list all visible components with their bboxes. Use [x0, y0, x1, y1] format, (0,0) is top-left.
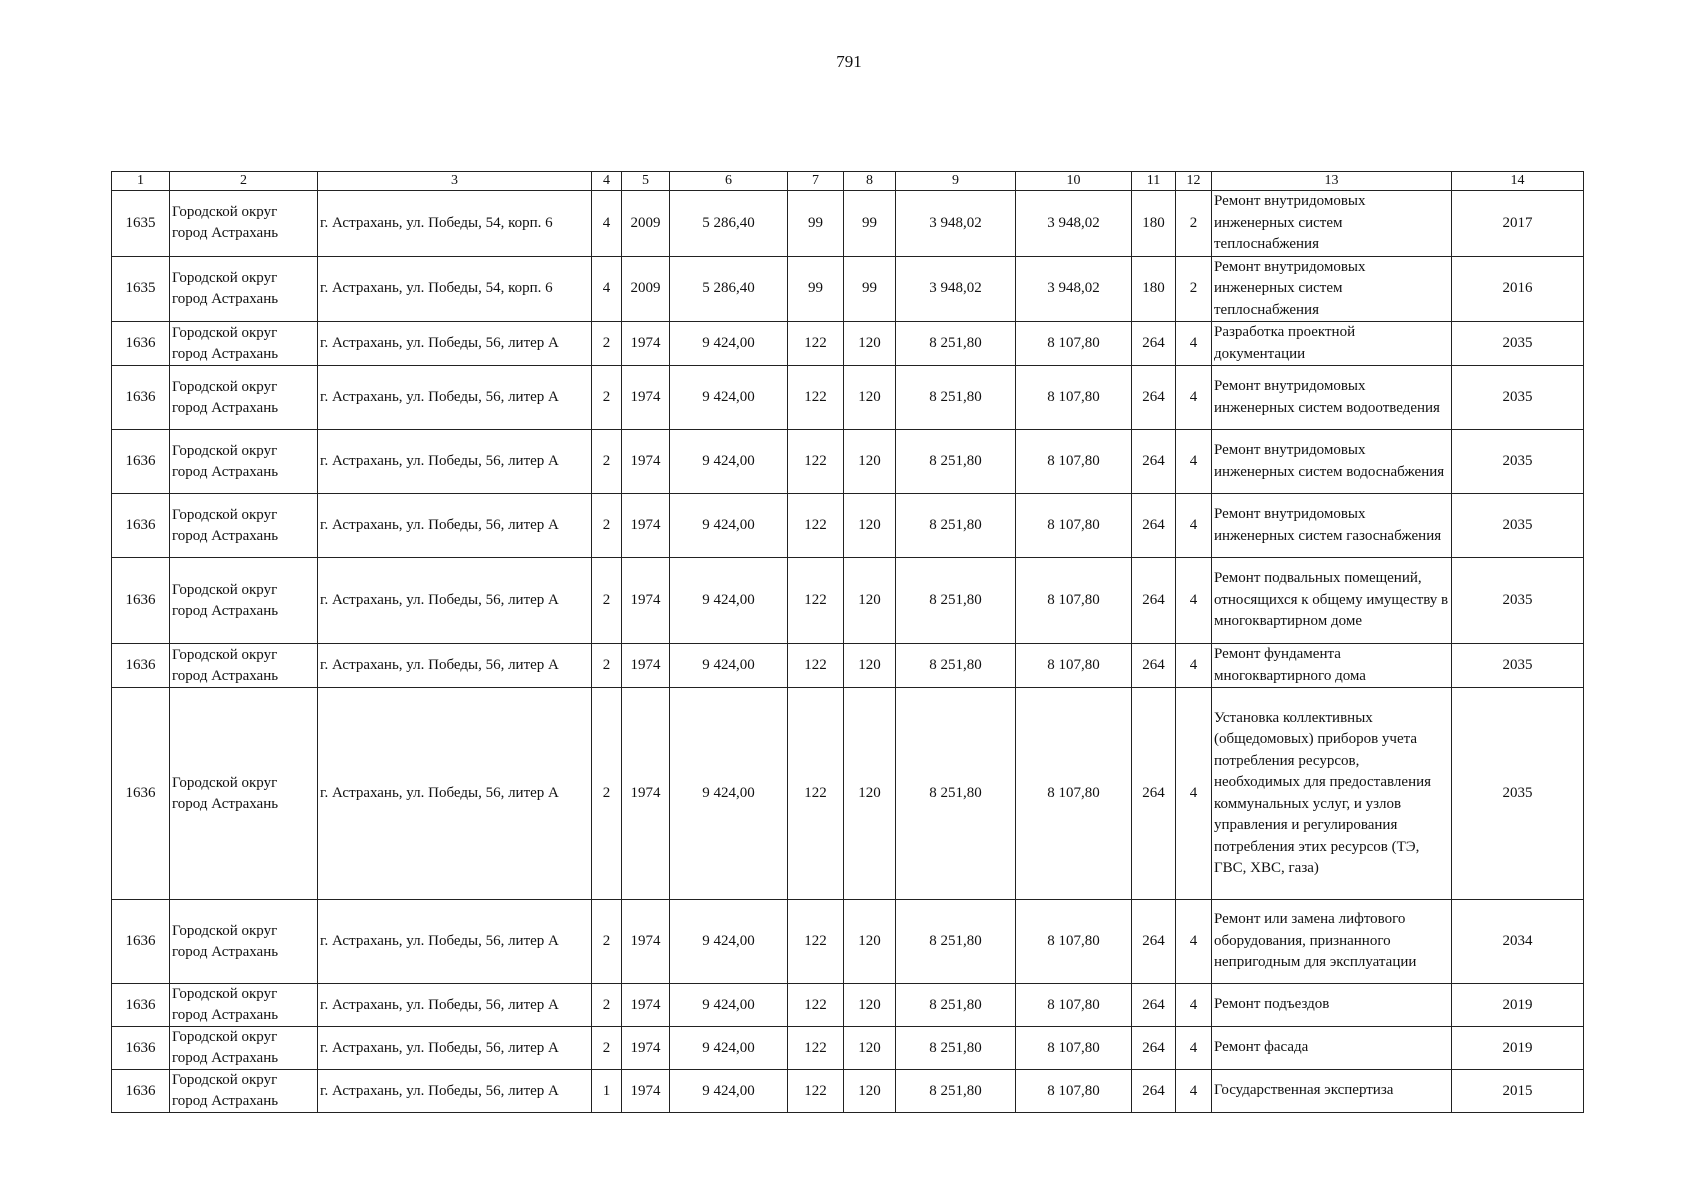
table-cell-col-12: 4 — [1176, 494, 1212, 558]
table-cell-col-11: 180 — [1132, 256, 1176, 322]
table-cell-col-1: 1636 — [112, 430, 170, 494]
table-cell-col-6: 9 424,00 — [670, 644, 788, 688]
table-cell-col-10: 8 107,80 — [1016, 366, 1132, 430]
table-row — [112, 558, 1584, 644]
table-cell-col-9: 8 251,80 — [896, 430, 1016, 494]
table-cell-col-5: 1974 — [622, 900, 670, 984]
table-cell-col-9: 3 948,02 — [896, 191, 1016, 257]
table-cell-col-13: Государственная экспертиза — [1212, 1070, 1452, 1113]
table-cell-col-8: 120 — [844, 558, 896, 644]
table-cell-col-4: 2 — [592, 494, 622, 558]
table-body — [112, 191, 1584, 1113]
table-cell-col-6: 5 286,40 — [670, 191, 788, 257]
table-cell-col-7: 122 — [788, 900, 844, 984]
table-cell-col-5: 1974 — [622, 558, 670, 644]
table-cell-col-10: 8 107,80 — [1016, 430, 1132, 494]
table-cell-col-9: 8 251,80 — [896, 900, 1016, 984]
table-cell-col-13: Ремонт фасада — [1212, 1027, 1452, 1070]
table-cell-col-2: Городской округ город Астрахань — [170, 984, 318, 1027]
table-cell-col-10: 8 107,80 — [1016, 984, 1132, 1027]
table-cell-col-14: 2035 — [1452, 366, 1584, 430]
table-cell-col-9: 8 251,80 — [896, 558, 1016, 644]
table-row — [112, 256, 1584, 322]
table-cell-col-8: 99 — [844, 191, 896, 257]
table-row — [112, 644, 1584, 688]
column-header-14: 14 — [1452, 172, 1584, 191]
table-cell-col-8: 120 — [844, 984, 896, 1027]
table-cell-col-9: 8 251,80 — [896, 1027, 1016, 1070]
table-cell-col-5: 1974 — [622, 366, 670, 430]
table-cell-col-12: 2 — [1176, 191, 1212, 257]
table-row — [112, 494, 1584, 558]
table-cell-col-8: 120 — [844, 688, 896, 900]
table-cell-col-9: 8 251,80 — [896, 1070, 1016, 1113]
table-cell-col-7: 122 — [788, 984, 844, 1027]
table-row — [112, 1027, 1584, 1070]
table-cell-col-5: 1974 — [622, 1027, 670, 1070]
table-cell-col-10: 8 107,80 — [1016, 558, 1132, 644]
table-cell-col-10: 8 107,80 — [1016, 900, 1132, 984]
table-cell-col-2: Городской округ город Астрахань — [170, 322, 318, 366]
table-cell-col-6: 9 424,00 — [670, 494, 788, 558]
table-cell-col-8: 120 — [844, 1070, 896, 1113]
table-cell-col-7: 122 — [788, 430, 844, 494]
table-cell-col-1: 1636 — [112, 688, 170, 900]
table-cell-col-1: 1636 — [112, 984, 170, 1027]
table-cell-col-5: 1974 — [622, 644, 670, 688]
table-cell-col-2: Городской округ город Астрахань — [170, 1070, 318, 1113]
table-cell-col-5: 1974 — [622, 688, 670, 900]
table-cell-col-7: 99 — [788, 191, 844, 257]
table-cell-col-12: 4 — [1176, 1070, 1212, 1113]
table-cell-col-2: Городской округ город Астрахань — [170, 644, 318, 688]
column-header-13: 13 — [1212, 172, 1452, 191]
table-cell-col-12: 4 — [1176, 558, 1212, 644]
table-cell-col-10: 8 107,80 — [1016, 1027, 1132, 1070]
table-cell-col-12: 4 — [1176, 430, 1212, 494]
table-cell-col-12: 4 — [1176, 900, 1212, 984]
table-cell-col-4: 2 — [592, 558, 622, 644]
table-cell-col-7: 122 — [788, 494, 844, 558]
table-cell-col-14: 2017 — [1452, 191, 1584, 257]
table-cell-col-13: Ремонт внутридомовых инженерных систем теплоснабжения — [1212, 256, 1452, 322]
table-cell-col-4: 2 — [592, 644, 622, 688]
table-cell-col-8: 120 — [844, 494, 896, 558]
table-cell-col-13: Ремонт внутридомовых инженерных систем теплоснабжения — [1212, 191, 1452, 257]
table-cell-col-2: Городской округ город Астрахань — [170, 1027, 318, 1070]
repair-program-table — [111, 171, 1584, 1113]
table-cell-col-13: Ремонт или замена лифтового оборудования, признанного непригодным для эксплуатации — [1212, 900, 1452, 984]
table-cell-col-13: Ремонт подъездов — [1212, 984, 1452, 1027]
table-cell-col-1: 1636 — [112, 322, 170, 366]
table-cell-col-1: 1636 — [112, 1027, 170, 1070]
table-cell-col-8: 120 — [844, 900, 896, 984]
column-header-12: 12 — [1176, 172, 1212, 191]
table-cell-col-12: 4 — [1176, 366, 1212, 430]
table-cell-col-2: Городской округ город Астрахань — [170, 688, 318, 900]
table-cell-col-4: 2 — [592, 688, 622, 900]
table-cell-col-12: 4 — [1176, 688, 1212, 900]
table-cell-col-3: г. Астрахань, ул. Победы, 56, литер А — [318, 688, 592, 900]
table-row — [112, 984, 1584, 1027]
table-cell-col-12: 4 — [1176, 1027, 1212, 1070]
table-row — [112, 900, 1584, 984]
table-cell-col-8: 120 — [844, 322, 896, 366]
table-cell-col-9: 8 251,80 — [896, 688, 1016, 900]
page-number: 791 — [836, 52, 862, 71]
table-cell-col-11: 264 — [1132, 688, 1176, 900]
table-cell-col-13: Разработка проектной документации — [1212, 322, 1452, 366]
table-cell-col-5: 2009 — [622, 256, 670, 322]
table-cell-col-10: 3 948,02 — [1016, 191, 1132, 257]
table-cell-col-11: 264 — [1132, 900, 1176, 984]
table-row — [112, 1070, 1584, 1113]
table-cell-col-3: г. Астрахань, ул. Победы, 56, литер А — [318, 322, 592, 366]
table-cell-col-11: 264 — [1132, 430, 1176, 494]
table-cell-col-7: 122 — [788, 688, 844, 900]
table-cell-col-4: 2 — [592, 430, 622, 494]
table-cell-col-7: 99 — [788, 256, 844, 322]
column-header-5: 5 — [622, 172, 670, 191]
table-cell-col-1: 1635 — [112, 191, 170, 257]
table-cell-col-14: 2019 — [1452, 984, 1584, 1027]
table-cell-col-1: 1636 — [112, 558, 170, 644]
table-cell-col-9: 8 251,80 — [896, 984, 1016, 1027]
table-cell-col-13: Установка коллективных (общедомовых) приборов учета потребления ресурсов, необходимых для предоставления коммунальных услуг, и узлов управления и регулирования потребления этих ресурсов (ТЭ, ГВС, ХВС, газа) — [1212, 688, 1452, 900]
table-cell-col-11: 180 — [1132, 191, 1176, 257]
table-cell-col-10: 3 948,02 — [1016, 256, 1132, 322]
table-cell-col-12: 4 — [1176, 984, 1212, 1027]
table-cell-col-5: 2009 — [622, 191, 670, 257]
table-cell-col-6: 9 424,00 — [670, 366, 788, 430]
table-cell-col-10: 8 107,80 — [1016, 322, 1132, 366]
table-cell-col-13: Ремонт внутридомовых инженерных систем газоснабжения — [1212, 494, 1452, 558]
table-cell-col-1: 1636 — [112, 494, 170, 558]
table-cell-col-11: 264 — [1132, 1070, 1176, 1113]
table-cell-col-6: 9 424,00 — [670, 1027, 788, 1070]
table-cell-col-10: 8 107,80 — [1016, 1070, 1132, 1113]
table-cell-col-14: 2035 — [1452, 494, 1584, 558]
column-header-9: 9 — [896, 172, 1016, 191]
table-cell-col-14: 2035 — [1452, 644, 1584, 688]
table-cell-col-1: 1636 — [112, 366, 170, 430]
table-cell-col-3: г. Астрахань, ул. Победы, 56, литер А — [318, 900, 592, 984]
table-cell-col-13: Ремонт подвальных помещений, относящихся к общему имуществу в многоквартирном доме — [1212, 558, 1452, 644]
column-header-2: 2 — [170, 172, 318, 191]
table-cell-col-8: 120 — [844, 1027, 896, 1070]
table-cell-col-4: 2 — [592, 322, 622, 366]
table-cell-col-8: 120 — [844, 644, 896, 688]
table-cell-col-4: 4 — [592, 191, 622, 257]
column-header-10: 10 — [1016, 172, 1132, 191]
table-cell-col-3: г. Астрахань, ул. Победы, 56, литер А — [318, 1070, 592, 1113]
table-cell-col-11: 264 — [1132, 558, 1176, 644]
table-cell-col-6: 9 424,00 — [670, 688, 788, 900]
table-cell-col-1: 1636 — [112, 900, 170, 984]
table-cell-col-5: 1974 — [622, 984, 670, 1027]
table-cell-col-7: 122 — [788, 1027, 844, 1070]
table-cell-col-4: 1 — [592, 1070, 622, 1113]
column-header-11: 11 — [1132, 172, 1176, 191]
table-cell-col-5: 1974 — [622, 1070, 670, 1113]
table-cell-col-12: 2 — [1176, 256, 1212, 322]
table-cell-col-11: 264 — [1132, 366, 1176, 430]
table-cell-col-6: 9 424,00 — [670, 984, 788, 1027]
table-cell-col-9: 8 251,80 — [896, 494, 1016, 558]
table-cell-col-8: 120 — [844, 430, 896, 494]
table-cell-col-4: 4 — [592, 256, 622, 322]
table-cell-col-2: Городской округ город Астрахань — [170, 366, 318, 430]
table-cell-col-14: 2034 — [1452, 900, 1584, 984]
table-cell-col-13: Ремонт внутридомовых инженерных систем водоотведения — [1212, 366, 1452, 430]
table-cell-col-8: 120 — [844, 366, 896, 430]
table-cell-col-14: 2035 — [1452, 430, 1584, 494]
column-header-7: 7 — [788, 172, 844, 191]
table-row — [112, 688, 1584, 900]
table-cell-col-3: г. Астрахань, ул. Победы, 56, литер А — [318, 366, 592, 430]
table-cell-col-1: 1636 — [112, 1070, 170, 1113]
table-cell-col-14: 2035 — [1452, 558, 1584, 644]
table-row — [112, 366, 1584, 430]
table-cell-col-14: 2035 — [1452, 322, 1584, 366]
column-header-8: 8 — [844, 172, 896, 191]
table-cell-col-9: 8 251,80 — [896, 644, 1016, 688]
table-cell-col-1: 1636 — [112, 644, 170, 688]
table-cell-col-6: 9 424,00 — [670, 322, 788, 366]
table-cell-col-2: Городской округ город Астрахань — [170, 430, 318, 494]
table-cell-col-10: 8 107,80 — [1016, 644, 1132, 688]
table-cell-col-2: Городской округ город Астрахань — [170, 256, 318, 322]
table-cell-col-5: 1974 — [622, 494, 670, 558]
table-cell-col-10: 8 107,80 — [1016, 688, 1132, 900]
table-cell-col-14: 2035 — [1452, 688, 1584, 900]
table-cell-col-14: 2019 — [1452, 1027, 1584, 1070]
table-row — [112, 322, 1584, 366]
table-cell-col-11: 264 — [1132, 644, 1176, 688]
table-cell-col-4: 2 — [592, 984, 622, 1027]
table-cell-col-5: 1974 — [622, 430, 670, 494]
table-cell-col-11: 264 — [1132, 1027, 1176, 1070]
table-cell-col-2: Городской округ город Астрахань — [170, 494, 318, 558]
table-cell-col-13: Ремонт фундамента многоквартирного дома — [1212, 644, 1452, 688]
table-cell-col-3: г. Астрахань, ул. Победы, 54, корп. 6 — [318, 256, 592, 322]
table-cell-col-7: 122 — [788, 558, 844, 644]
table-cell-col-6: 9 424,00 — [670, 1070, 788, 1113]
column-header-4: 4 — [592, 172, 622, 191]
table-cell-col-11: 264 — [1132, 322, 1176, 366]
table-cell-col-3: г. Астрахань, ул. Победы, 56, литер А — [318, 984, 592, 1027]
table-cell-col-4: 2 — [592, 900, 622, 984]
table-cell-col-6: 9 424,00 — [670, 430, 788, 494]
table-cell-col-12: 4 — [1176, 644, 1212, 688]
table-cell-col-3: г. Астрахань, ул. Победы, 56, литер А — [318, 494, 592, 558]
table-cell-col-3: г. Астрахань, ул. Победы, 54, корп. 6 — [318, 191, 592, 257]
table-cell-col-12: 4 — [1176, 322, 1212, 366]
table-cell-col-2: Городской округ город Астрахань — [170, 558, 318, 644]
table-cell-col-2: Городской округ город Астрахань — [170, 191, 318, 257]
table-cell-col-6: 5 286,40 — [670, 256, 788, 322]
table-cell-col-4: 2 — [592, 1027, 622, 1070]
column-header-6: 6 — [670, 172, 788, 191]
table-cell-col-2: Городской округ город Астрахань — [170, 900, 318, 984]
table-cell-col-3: г. Астрахань, ул. Победы, 56, литер А — [318, 430, 592, 494]
table-cell-col-6: 9 424,00 — [670, 900, 788, 984]
table-cell-col-1: 1635 — [112, 256, 170, 322]
table-cell-col-3: г. Астрахань, ул. Победы, 56, литер А — [318, 1027, 592, 1070]
table-cell-col-9: 3 948,02 — [896, 256, 1016, 322]
table-cell-col-3: г. Астрахань, ул. Победы, 56, литер А — [318, 644, 592, 688]
table-cell-col-14: 2015 — [1452, 1070, 1584, 1113]
table-row — [112, 191, 1584, 257]
table-cell-col-13: Ремонт внутридомовых инженерных систем водоснабжения — [1212, 430, 1452, 494]
column-number-row — [112, 172, 1584, 191]
table-cell-col-5: 1974 — [622, 322, 670, 366]
table-row — [112, 430, 1584, 494]
table-cell-col-9: 8 251,80 — [896, 322, 1016, 366]
table-cell-col-9: 8 251,80 — [896, 366, 1016, 430]
table-cell-col-11: 264 — [1132, 984, 1176, 1027]
table-cell-col-7: 122 — [788, 366, 844, 430]
table-cell-col-7: 122 — [788, 1070, 844, 1113]
table-cell-col-11: 264 — [1132, 494, 1176, 558]
table-cell-col-14: 2016 — [1452, 256, 1584, 322]
table-cell-col-8: 99 — [844, 256, 896, 322]
table-cell-col-7: 122 — [788, 644, 844, 688]
table-cell-col-4: 2 — [592, 366, 622, 430]
column-header-1: 1 — [112, 172, 170, 191]
table-cell-col-3: г. Астрахань, ул. Победы, 56, литер А — [318, 558, 592, 644]
column-header-3: 3 — [318, 172, 592, 191]
table-cell-col-7: 122 — [788, 322, 844, 366]
table-cell-col-10: 8 107,80 — [1016, 494, 1132, 558]
table-cell-col-6: 9 424,00 — [670, 558, 788, 644]
